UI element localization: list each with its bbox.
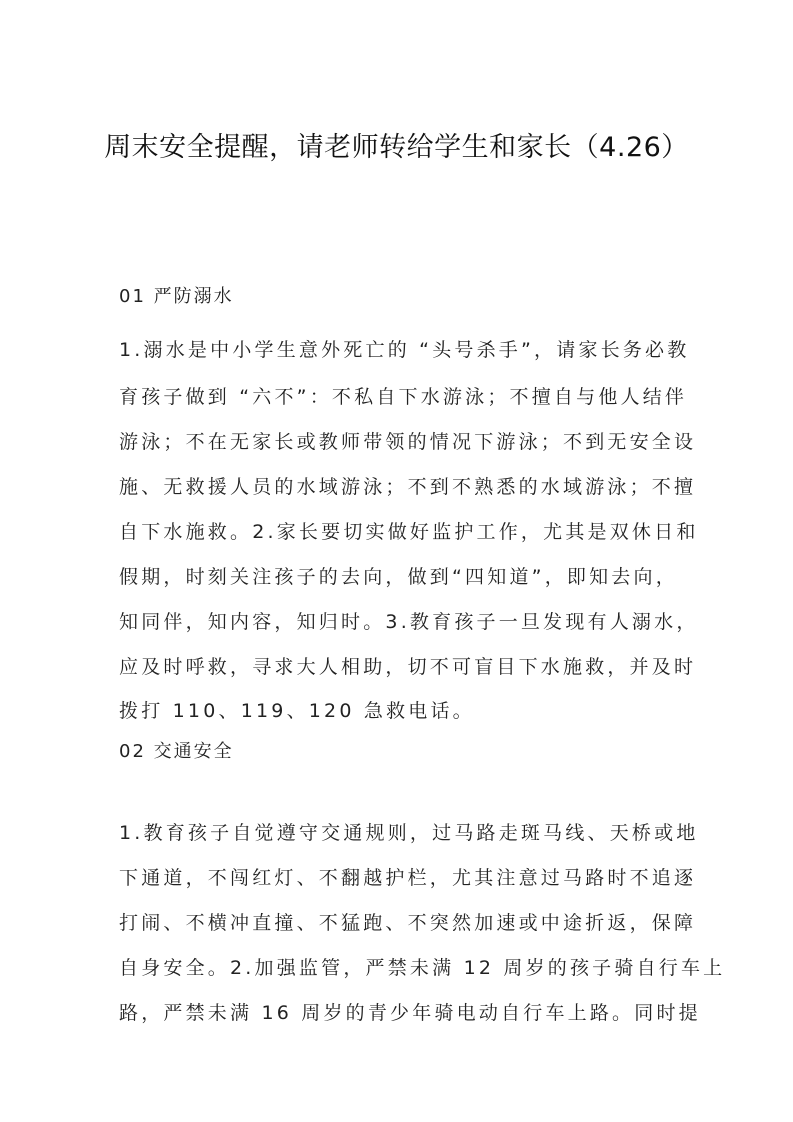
paragraph-line: 假期，时刻关注孩子的去向，做到“四知道”，即知去向，	[119, 566, 678, 588]
paragraph-line: 打闹、不横冲直撞、不猛跑、不突然加速或中途折返，保障	[119, 912, 697, 934]
paragraph-line: 拨打 110、119、120 急救电话。	[119, 700, 475, 722]
paragraph-line: 1.教育孩子自觉遵守交通规则，过马路走斑马线、天桥或地	[119, 822, 699, 844]
paragraph-line: 知同伴，知内容，知归时。3.教育孩子一旦发现有人溺水，	[119, 611, 699, 633]
paragraph-line: 施、无救援人员的水域游泳；不到不熟悉的水域游泳；不擅	[119, 476, 697, 498]
paragraph-line: 育孩子做到 “六不”：不私自下水游泳；不擅自与他人结伴	[119, 386, 688, 408]
paragraph-line: 自身安全。2.加强监管，严禁未满 12 周岁的孩子骑自行车上	[119, 957, 726, 979]
paragraph-line: 应及时呼救，寻求大人相助，切不可盲目下水施救，并及时	[119, 656, 697, 678]
paragraph-line: 下通道，不闯红灯、不翻越护栏，尤其注意过马路时不追逐	[119, 867, 697, 889]
paragraph-line: 路，严禁未满 16 周岁的青少年骑电动自行车上路。同时提	[119, 1002, 701, 1024]
paragraph-line: 游泳；不在无家长或教师带领的情况下游泳；不到无安全设	[119, 431, 697, 453]
paragraph-line: 自下水施救。2.家长要切实做好监护工作，尤其是双休日和	[119, 521, 699, 543]
paragraph-line: 1.溺水是中小学生意外死亡的 “头号杀手”，请家长务必教	[119, 339, 690, 361]
section-heading-02: 02 交通安全	[119, 741, 234, 762]
section-heading-01: 01 严防溺水	[119, 286, 234, 307]
document-title: 周末安全提醒，请老师转给学生和家长（4.26）	[104, 132, 689, 163]
